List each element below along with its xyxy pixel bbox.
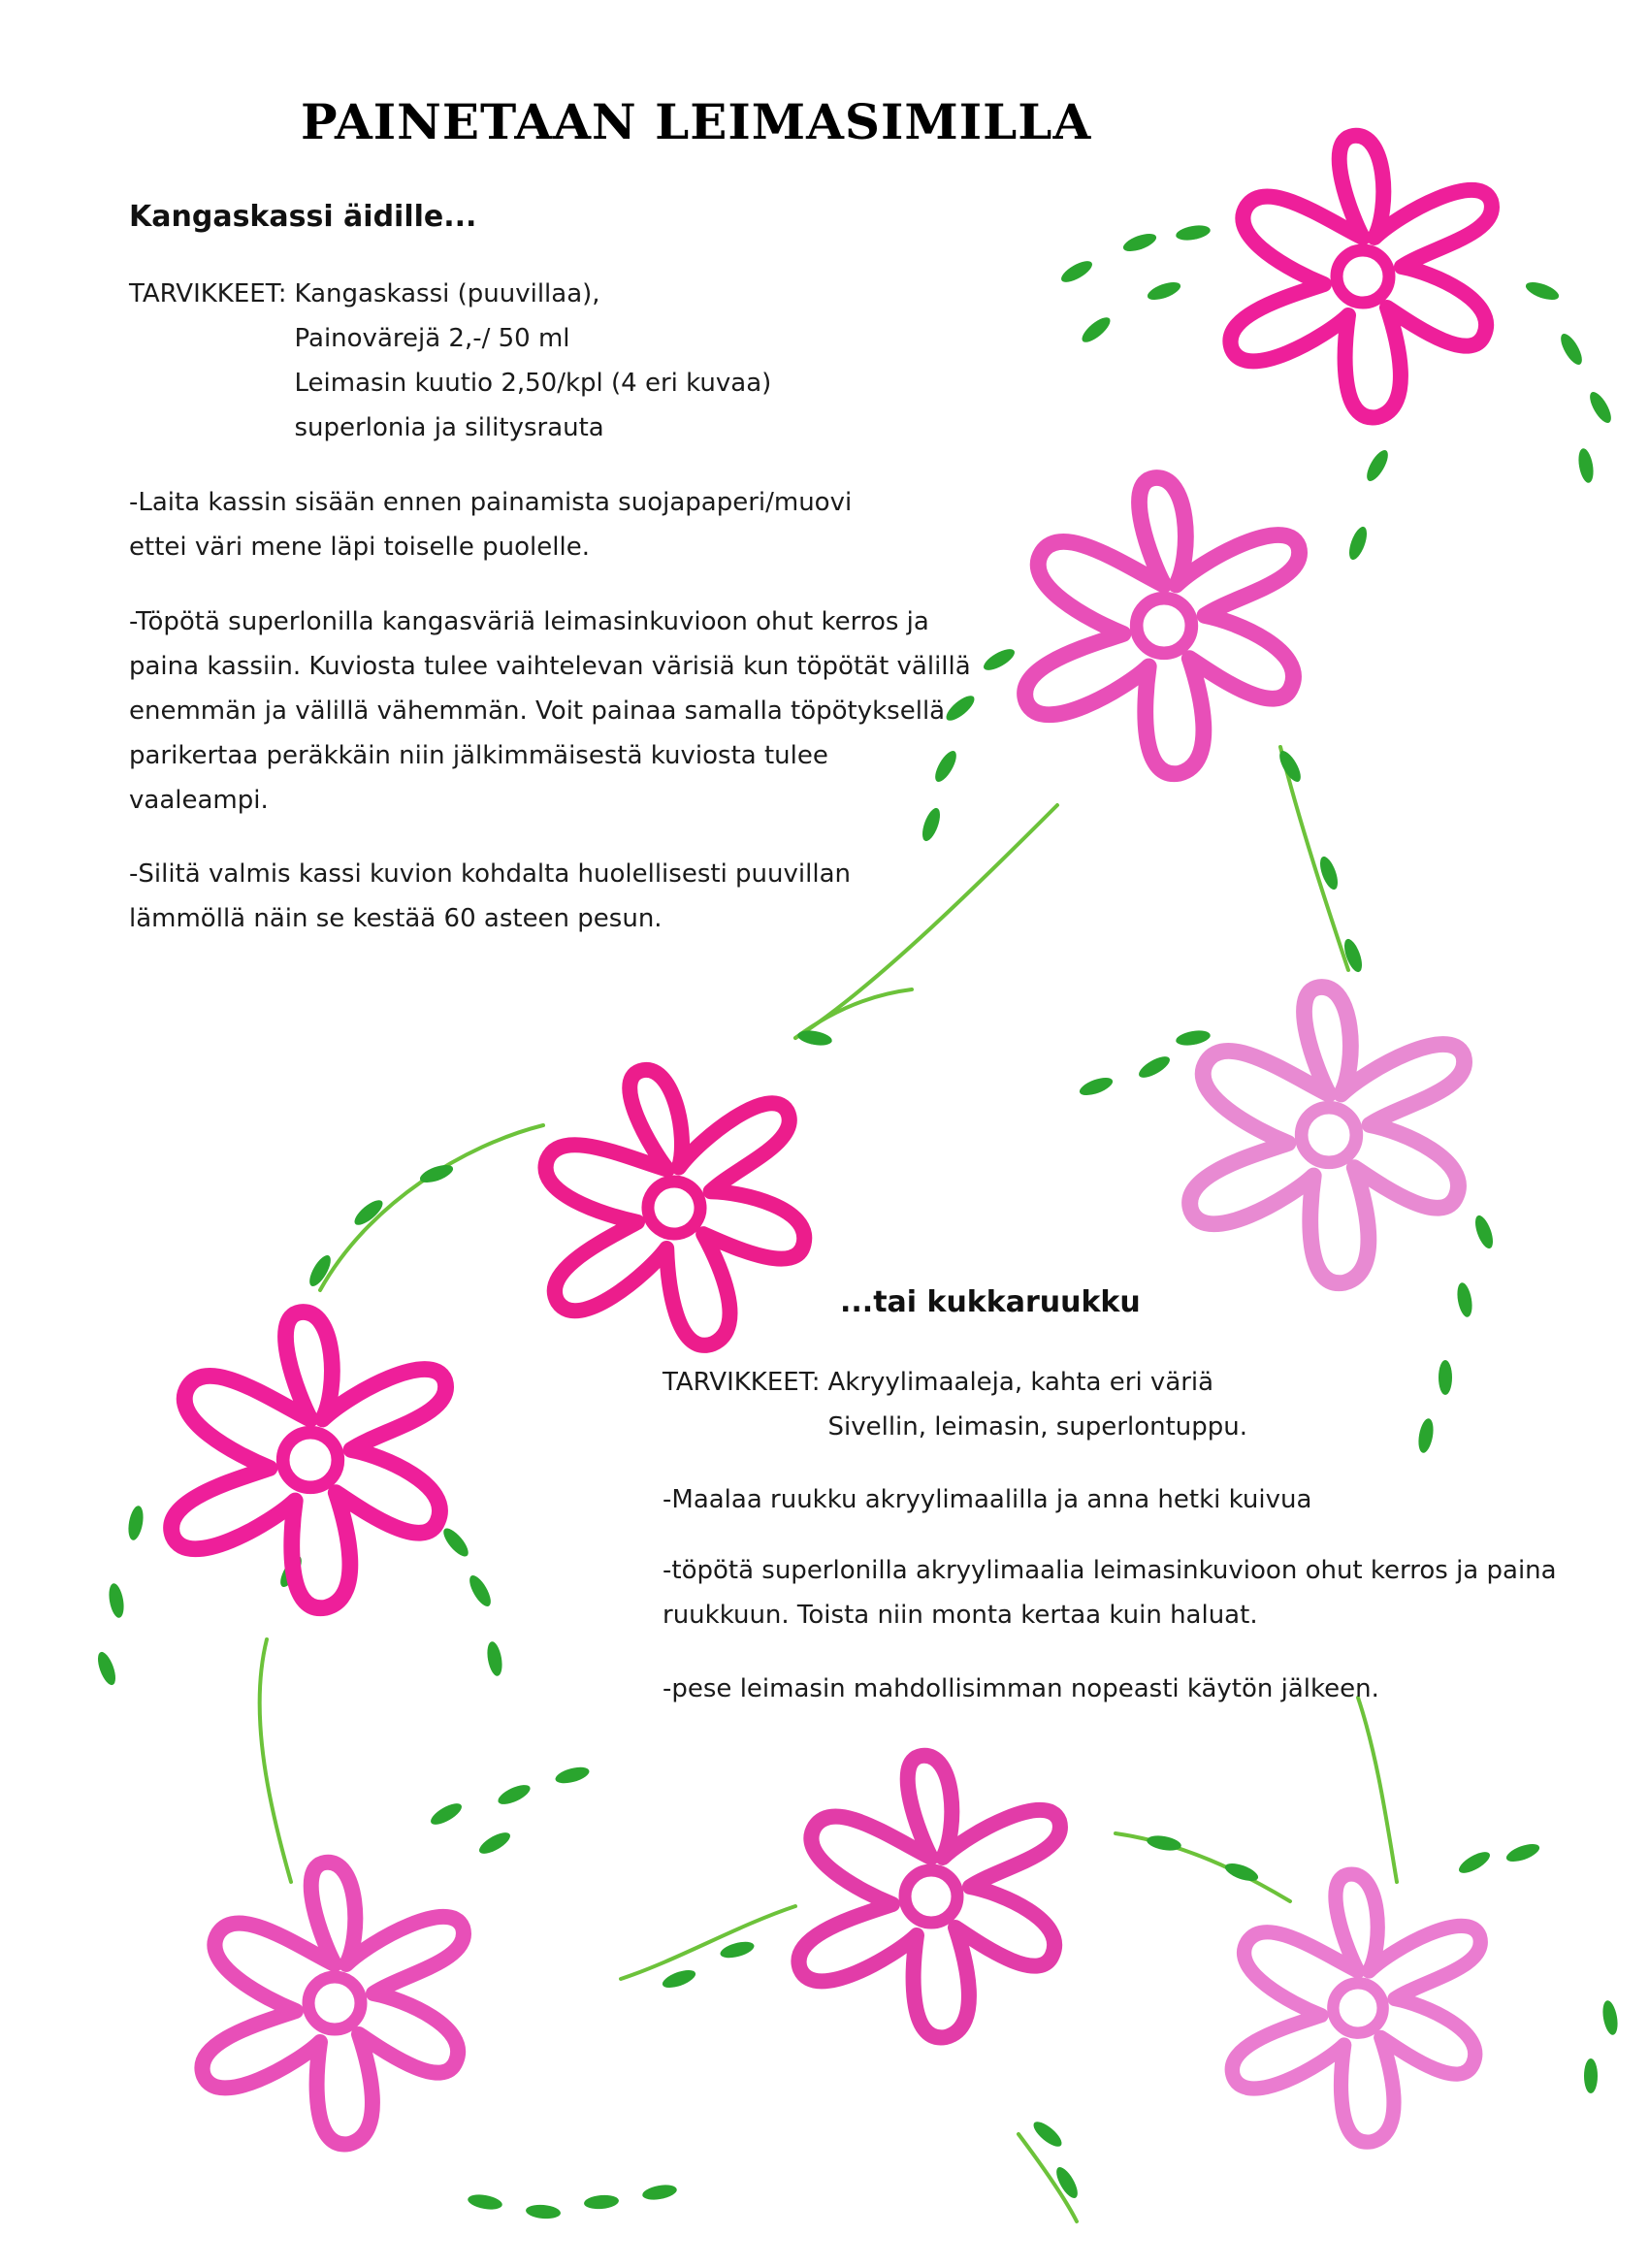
section2-heading: ...tai kukkaruukku — [840, 1285, 1141, 1319]
supply-item: Kangaskassi (puuvillaa), — [294, 279, 600, 308]
section2-step-1 — [663, 1477, 1574, 1522]
section1-supplies — [129, 272, 771, 450]
section1-supplies-label: TARVIKKEET: — [129, 279, 287, 308]
supply-item: Leimasin kuutio 2,50/kpl (4 eri kuvaa) — [294, 369, 772, 398]
supply-item: Akryylimaaleja, kahta eri väriä — [827, 1368, 1214, 1397]
section1-step-2 — [129, 599, 973, 823]
supply-item: Sivellin, leimasin, superlontuppu. — [827, 1412, 1248, 1442]
section1-step-1 — [129, 480, 915, 569]
section2-step-3 — [663, 1667, 1574, 1711]
supply-item: Painovärejä 2,-/ 50 ml — [294, 324, 570, 353]
supply-item: superlonia ja silitysrauta — [294, 413, 604, 442]
section2-step-2 — [663, 1548, 1574, 1637]
step-text: -Silitä valmis kassi kuvion kohdalta huolellisesti puuvillan lämmöllä näin se kestää 60 asteen pesun. — [129, 859, 851, 933]
section1-step-3 — [129, 852, 944, 941]
section2-supplies — [663, 1360, 1247, 1449]
step-text: -pese leimasin mahdollisimman nopeasti käytön jälkeen. — [663, 1674, 1379, 1703]
page-title: PAINETAAN LEIMASIMILLA — [301, 93, 1092, 150]
step-text: -töpötä superlonilla akryylimaalia leimasinkuvioon ohut kerros ja paina ruukkuun. Toista niin monta kertaa kuin haluat. — [663, 1556, 1557, 1630]
section2-supplies-label: TARVIKKEET: — [663, 1368, 821, 1397]
section1-heading: Kangaskassi äidille... — [129, 200, 477, 234]
step-text: -Töpötä superlonilla kangasväriä leimasinkuvioon ohut kerros ja paina kassiin. Kuviosta tulee vaihtelevan värisiä kun töpötät välillä enemmän ja välillä vähemmän. Voit painaa samalla töpötyksellä parikertaa peräkkäin niin jälkimmäisestä kuviosta tulee vaaleampi. — [129, 607, 971, 815]
step-text: -Maalaa ruukku akryylimaalilla ja anna hetki kuivua — [663, 1485, 1312, 1514]
step-text: -Laita kassin sisään ennen painamista suojapaperi/muovi ettei väri mene läpi toiselle puolelle. — [129, 488, 853, 562]
